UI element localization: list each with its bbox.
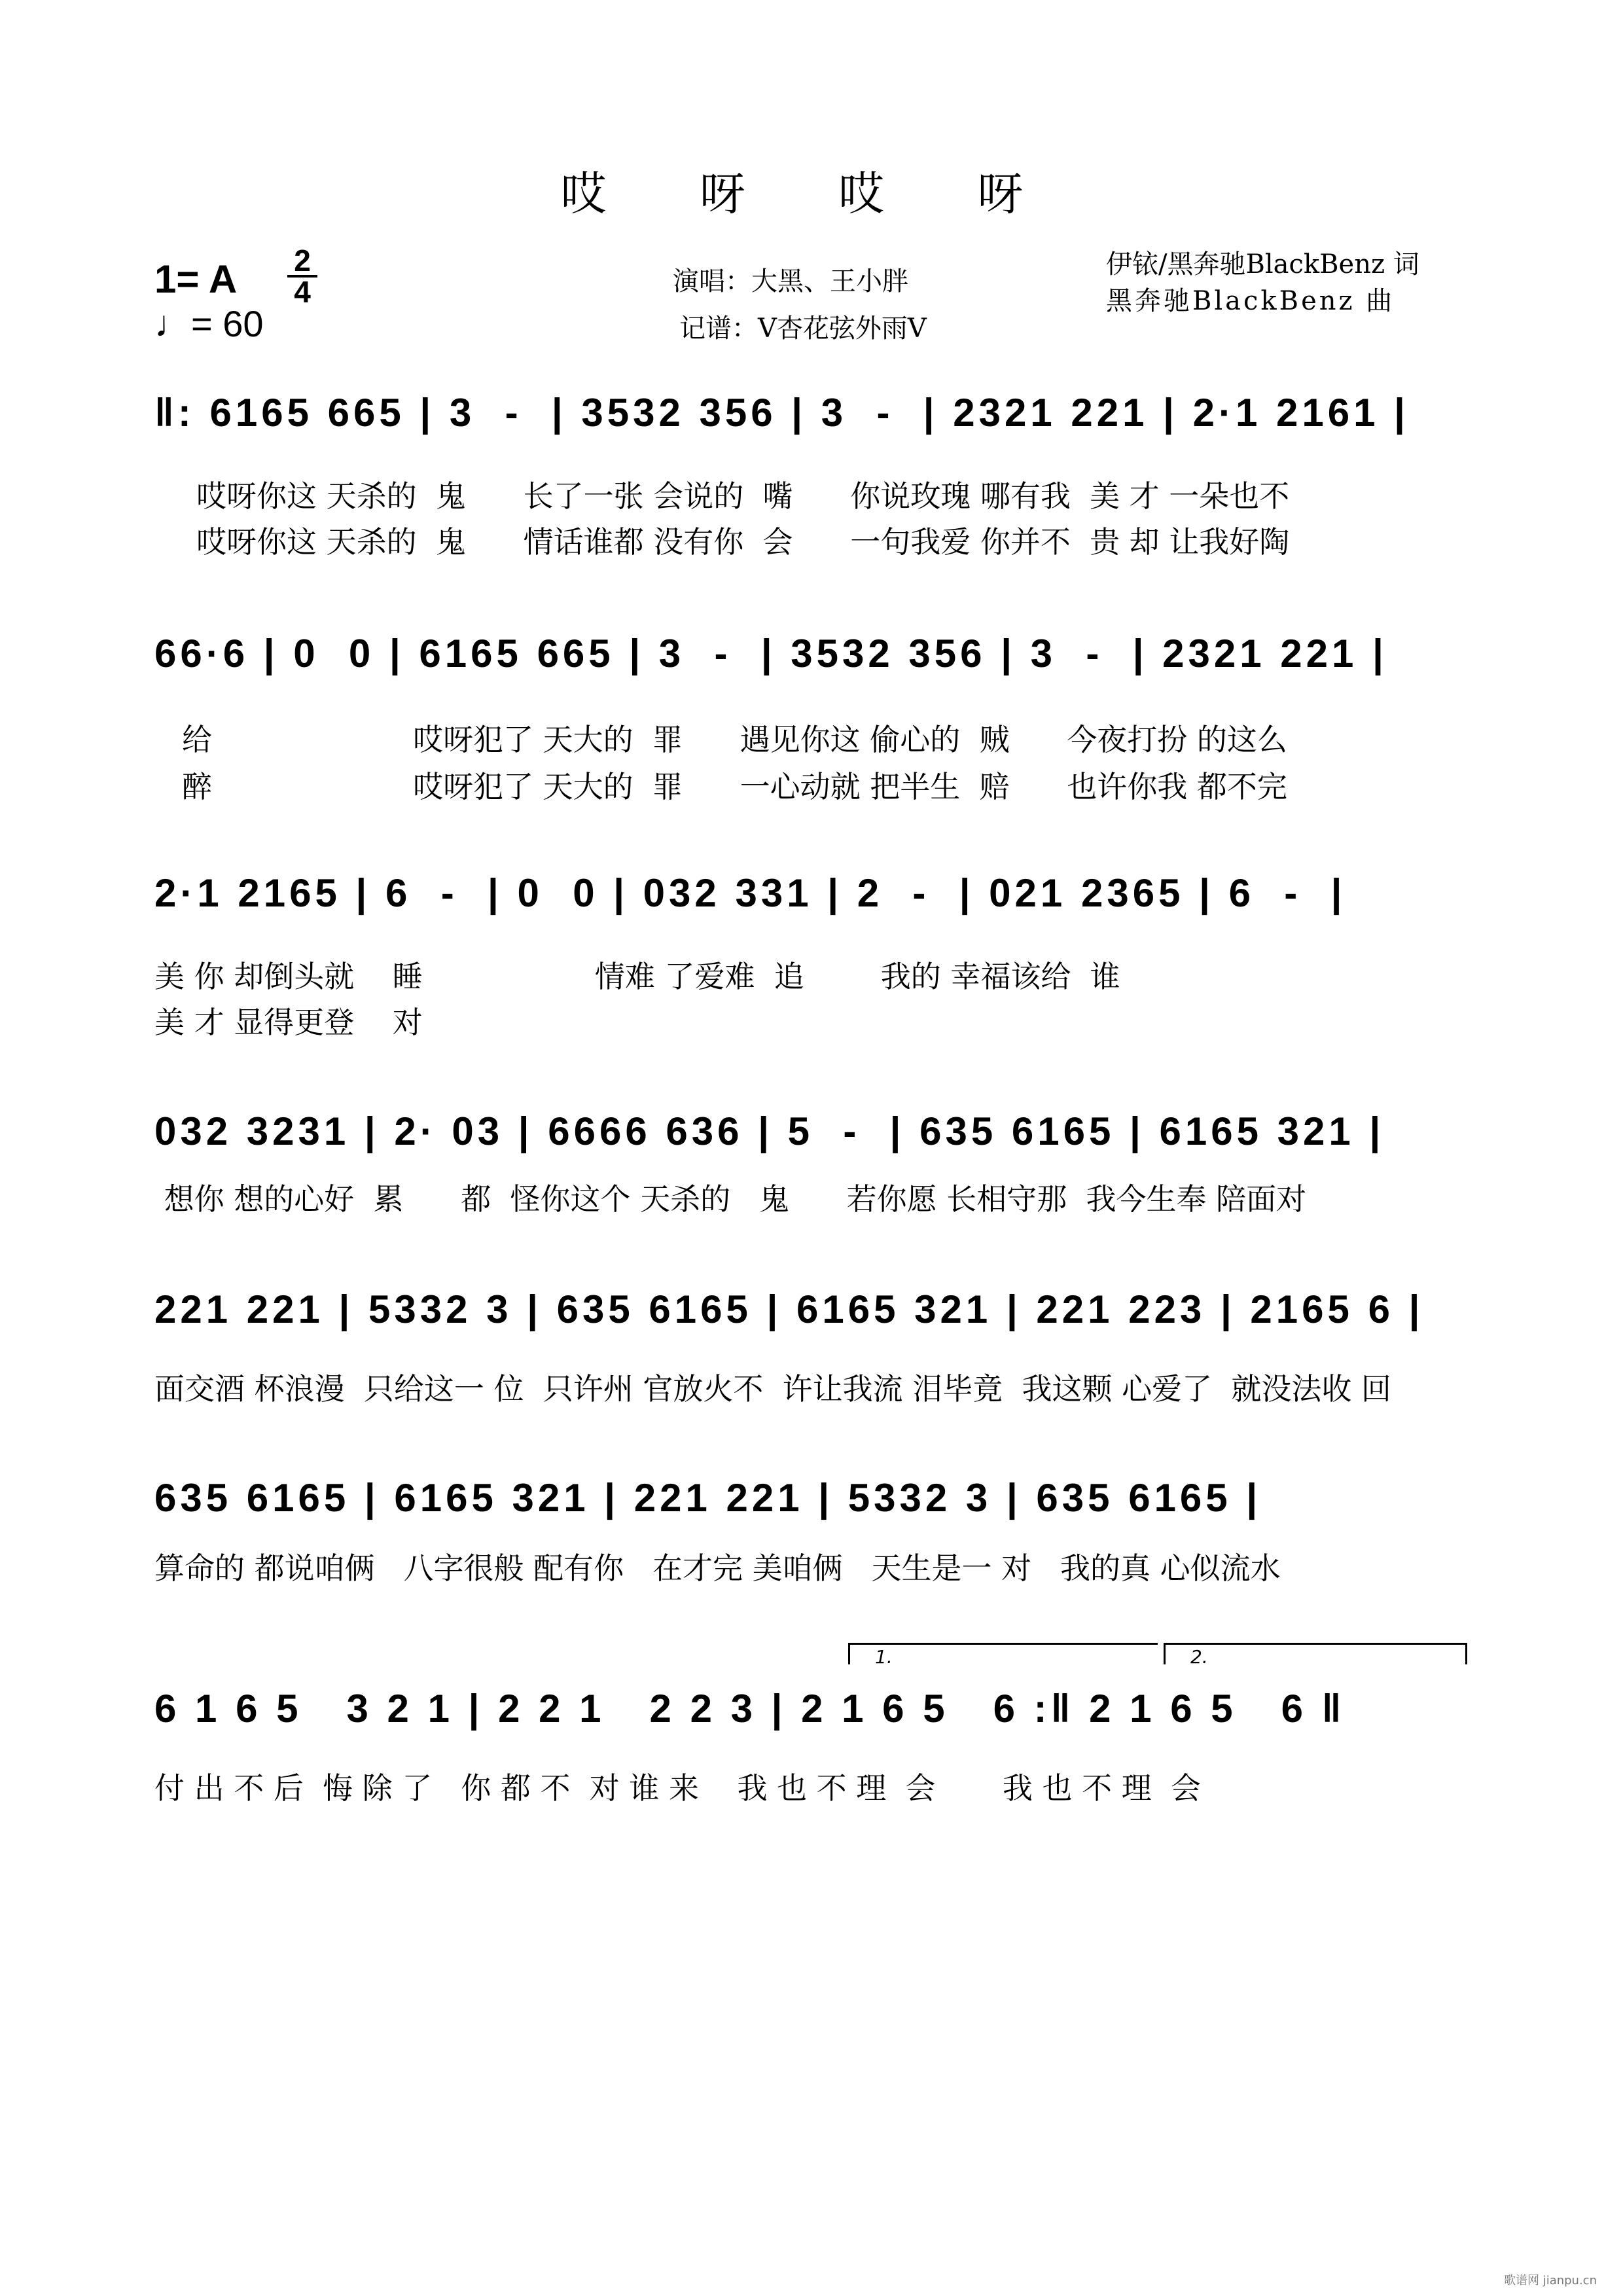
notation-row-3: 2·1 2165 | 6 - | 0 0 | 032 331 | 2 - | 021 2365 | 6 - | <box>154 871 1346 915</box>
lyrics-row-2-verse-1: 给 哎呀犯了 天大的 罪 遇见你这 偷心的 贼 今夜打扮 的这么 <box>182 722 1287 757</box>
lyrics-row-5-verse-1: 面交酒 杯浪漫 只给这一 位 只许州 官放火不 许让我流 泪毕竟 我这颗 心爱了 就没法收 回 <box>154 1371 1391 1407</box>
notation-row-2: 66·6 | 0 0 | 6165 665 | 3 - | 3532 356 | 3 - | 2321 221 | <box>154 632 1387 675</box>
page-title: 哎 呀 哎 呀 <box>560 167 1063 221</box>
volta-first-label: 1. <box>875 1646 893 1668</box>
volta-bracket-first <box>848 1643 1158 1668</box>
notation-row-1: ‖: 6165 665 | 3 - | 3532 356 | 3 - | 2321 221 | 2·1 2161 | <box>154 391 1409 435</box>
lyrics-row-1-verse-1: 哎呀你这 天杀的 鬼 长了一张 会说的 嘴 你说玫瑰 哪有我 美 才 一朵也不 <box>196 478 1290 514</box>
lyrics-row-6-verse-1: 算命的 都说咱俩 八字很般 配有你 在才完 美咱俩 天生是一 对 我的真 心似流水 <box>154 1551 1281 1586</box>
footer-watermark: 歌谱网 jianpu.cn <box>1503 2274 1597 2287</box>
notation-row-4: 032 3231 | 2· 03 | 6666 636 | 5 - | 635 6165 | 6165 321 | <box>154 1109 1385 1153</box>
volta-second-label: 2. <box>1190 1646 1208 1668</box>
notation-row-6: 635 6165 | 6165 321 | 221 221 | 5332 3 | 635 6165 | <box>154 1476 1262 1520</box>
notation-row-7: 6 1 6 5 3 2 1 | 2 2 1 2 2 3 | 2 1 6 5 6 :‖ 2 1 6 5 6 ‖ <box>154 1687 1346 1731</box>
time-signature-bottom: 4 <box>294 275 311 309</box>
notation-row-5: 221 221 | 5332 3 | 635 6165 | 6165 321 | 221 223 | 2165 6 | <box>154 1287 1424 1331</box>
singer-credit: 演唱：大黑、王小胖 <box>673 266 908 296</box>
lyrics-row-4-verse-1: 想你 想的心好 累 都 怪你这个 天杀的 鬼 若你愿 长相守那 我今生奉 陪面对 <box>154 1181 1307 1217</box>
key-signature: 1= A <box>154 257 238 301</box>
lyrics-row-2-verse-2: 醉 哎呀犯了 天大的 罪 一心动就 把半生 赔 也许你我 都不完 <box>182 769 1287 804</box>
volta-bracket-second <box>1164 1643 1467 1668</box>
time-signature-top: 2 <box>294 243 311 278</box>
transcriber-credit: 记谱：V杏花弦外雨V <box>679 314 927 344</box>
lyrics-row-3-verse-1: 美 你 却倒头就 睡 情难 了爱难 追 我的 幸福该给 谁 <box>154 959 1120 994</box>
time-signature <box>283 243 322 309</box>
tempo-marking: ♩= 60 <box>154 303 264 344</box>
lyrics-row-1-verse-2: 哎呀你这 天杀的 鬼 情话谁都 没有你 会 一句我爱 你并不 贵 却 让我好陶 <box>196 524 1290 560</box>
composer-credit: 黑奔驰BlackBenz 曲 <box>1106 286 1395 316</box>
lyrics-row-3-verse-2: 美 才 显得更登 对 <box>154 1005 423 1040</box>
lyricist-credit: 伊铱/黑奔驰BlackBenz 词 <box>1106 249 1419 279</box>
lyrics-row-7-verse-1: 付 出 不 后 悔 除 了 你 都 不 对 谁 来 我 也 不 理 会 我 也 不 理 会 <box>154 1770 1202 1806</box>
